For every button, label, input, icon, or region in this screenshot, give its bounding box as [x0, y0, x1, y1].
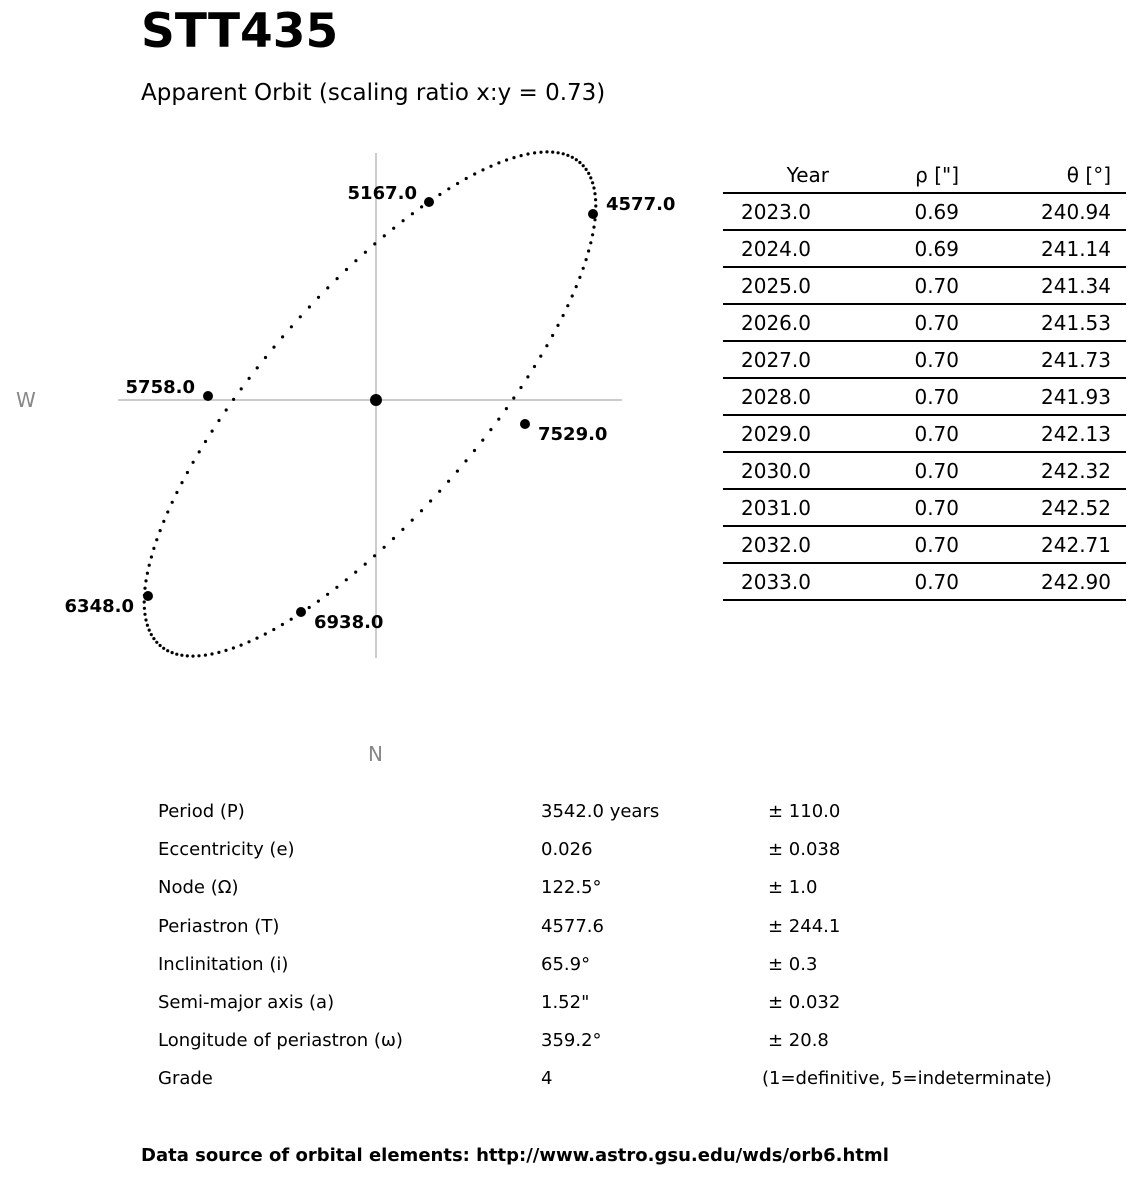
orbit-dot: [447, 187, 450, 190]
element-error: ± 0.3: [768, 954, 818, 975]
orbit-dot: [456, 182, 459, 185]
cell-rho: 0.70: [829, 526, 959, 563]
cell-theta: 240.94: [959, 193, 1126, 230]
orbit-dot: [166, 510, 169, 513]
orbit-dot: [456, 470, 459, 473]
epoch-marker: [424, 197, 434, 207]
orbit-dot: [373, 242, 376, 245]
orbit-dot: [562, 314, 565, 317]
orbit-dot: [197, 654, 200, 657]
element-error: ± 20.8: [768, 1030, 829, 1051]
orbit-dot: [143, 607, 146, 610]
orbit-dot: [589, 241, 592, 244]
cell-rho: 0.70: [829, 415, 959, 452]
orbit-dot: [539, 151, 542, 154]
orbit-dot: [146, 572, 149, 575]
table-row: [723, 304, 1126, 341]
orbit-dot: [308, 606, 311, 609]
orbit-dot: [464, 459, 467, 462]
element-value: 0.026: [541, 839, 593, 860]
orbit-dot: [401, 528, 404, 531]
orbit-dot: [578, 161, 581, 164]
epoch-marker: [143, 591, 153, 601]
orbit-dot: [166, 649, 169, 652]
orbit-dot: [326, 286, 329, 289]
orbit-dot: [420, 509, 423, 512]
element-value: 3542.0 years: [541, 801, 660, 822]
orbit-dot: [326, 593, 329, 596]
orbit-dot: [143, 613, 146, 616]
element-name: Longitude of periastron (ω): [158, 1030, 403, 1051]
orbit-dot: [308, 305, 311, 308]
orbit-plot: [0, 0, 700, 700]
orbit-dot: [211, 430, 214, 433]
orbit-dot: [155, 641, 158, 644]
cell-theta: 242.52: [959, 489, 1126, 526]
orbit-dot: [481, 439, 484, 442]
orbit-dot: [551, 151, 554, 154]
chart-subtitle: Apparent Orbit (scaling ratio x:y = 0.73): [141, 80, 606, 106]
epoch-marker: [296, 607, 306, 617]
cell-theta: 241.14: [959, 230, 1126, 267]
element-value: 4577.6: [541, 916, 604, 937]
epoch-label: 7529.0: [538, 424, 608, 445]
orbit-dot: [571, 156, 574, 159]
cell-year: 2028.0: [723, 378, 829, 415]
element-name: Node (Ω): [158, 877, 239, 898]
cell-theta: 241.34: [959, 267, 1126, 304]
table-row: [723, 526, 1126, 563]
orbit-dot: [545, 150, 548, 153]
orbit-dot: [240, 387, 243, 390]
orbit-dot: [281, 623, 284, 626]
element-name: Inclinitation (i): [158, 954, 289, 975]
orbit-dot: [180, 654, 183, 657]
orbit-dot: [512, 396, 515, 399]
orbit-dot: [587, 172, 590, 175]
orbit-dot: [198, 450, 201, 453]
cell-rho: 0.70: [829, 378, 959, 415]
orbit-dot: [533, 151, 536, 154]
epoch-label: 4577.0: [606, 194, 676, 215]
orbit-dot: [299, 315, 302, 318]
epoch-label: 5758.0: [125, 377, 195, 398]
orbit-dot: [210, 652, 213, 655]
orbit-dot: [473, 172, 476, 175]
orbit-dot: [592, 226, 595, 229]
orbit-dot: [481, 168, 484, 171]
epoch-marker: [203, 391, 213, 401]
orbit-dot: [217, 651, 220, 654]
orbit-dot: [152, 637, 155, 640]
orbit-dot: [585, 168, 588, 171]
orbit-dot: [575, 158, 578, 161]
orbit-dot: [465, 177, 468, 180]
orbit-dot: [545, 344, 548, 347]
orbit-dot: [566, 154, 569, 157]
orbit-dot: [143, 600, 146, 603]
orbit-dot: [497, 418, 500, 421]
orbit-dot: [335, 586, 338, 589]
cell-rho: 0.70: [829, 563, 959, 600]
cell-theta: 242.71: [959, 526, 1126, 563]
orbit-dot: [256, 366, 259, 369]
orbit-dot: [505, 407, 508, 410]
orbit-dot: [144, 579, 147, 582]
orbit-dot: [232, 398, 235, 401]
west-label: W: [16, 388, 36, 412]
orbit-dot: [520, 154, 523, 157]
orbit-dot: [383, 546, 386, 549]
orbit-dot: [290, 325, 293, 328]
orbit-dot: [512, 156, 515, 159]
orbit-dot: [429, 499, 432, 502]
cell-rho: 0.70: [829, 489, 959, 526]
orbit-dot: [354, 259, 357, 262]
orbit-dot: [438, 193, 441, 196]
orbit-dot: [392, 227, 395, 230]
orbit-dot: [497, 161, 500, 164]
orbit-dot: [557, 151, 560, 154]
orbit-dot: [402, 219, 405, 222]
orbit-dot: [364, 563, 367, 566]
orbit-dot: [505, 158, 508, 161]
cell-year: 2031.0: [723, 489, 829, 526]
table-row: [723, 452, 1126, 489]
orbit-dot: [585, 258, 588, 261]
element-name: Eccentricity (e): [158, 839, 295, 860]
orbit-dot: [593, 192, 596, 195]
element-error: ± 0.038: [768, 839, 841, 860]
table-row: [723, 415, 1126, 452]
epoch-marker: [588, 209, 598, 219]
orbit-dot: [571, 294, 574, 297]
orbit-dot: [148, 564, 151, 567]
orbit-dot: [281, 335, 284, 338]
orbit-dot: [264, 632, 267, 635]
orbit-dot: [192, 461, 195, 464]
element-name: Grade: [158, 1068, 213, 1089]
orbit-dot: [526, 152, 529, 155]
orbit-dot: [224, 649, 227, 652]
orbit-dot: [204, 654, 207, 657]
orbit-dot: [411, 519, 414, 522]
orbit-dot: [582, 267, 585, 270]
orbit-dot: [152, 547, 155, 550]
orbit-dot: [150, 555, 153, 558]
orbit-dot: [162, 520, 165, 523]
cell-year: 2024.0: [723, 230, 829, 267]
table-row: [723, 341, 1126, 378]
orbit-dot: [317, 296, 320, 299]
header-year: Year: [723, 157, 829, 193]
orbit-dot: [247, 640, 250, 643]
orbit-dot: [175, 653, 178, 656]
orbit-dot: [533, 365, 536, 368]
orbit-dot: [591, 233, 594, 236]
orbit-dot: [383, 234, 386, 237]
orbit-dot: [587, 249, 590, 252]
orbit-dot: [411, 212, 414, 215]
orbit-dot: [162, 647, 165, 650]
orbit-dot: [264, 356, 267, 359]
orbit-dot: [594, 198, 597, 201]
element-value: 65.9°: [541, 954, 591, 975]
element-error: (1=definitive, 5=indeterminate): [762, 1068, 1052, 1089]
cell-theta: 242.90: [959, 563, 1126, 600]
table-row: [723, 267, 1126, 304]
orbit-dot: [489, 428, 492, 431]
element-name: Semi-major axis (a): [158, 992, 335, 1013]
ephemeris-table: [723, 157, 1126, 601]
orbit-dot: [186, 654, 189, 657]
orbit-dot: [255, 637, 258, 640]
table-row: [723, 193, 1126, 230]
cell-year: 2032.0: [723, 526, 829, 563]
cell-rho: 0.69: [829, 230, 959, 267]
orbit-dot: [364, 251, 367, 254]
orbit-dot: [171, 501, 174, 504]
cell-rho: 0.70: [829, 267, 959, 304]
orbit-dot: [354, 571, 357, 574]
element-name: Period (P): [158, 801, 245, 822]
orbit-dot: [240, 644, 243, 647]
orbit-path: [143, 150, 598, 657]
orbit-dot: [155, 538, 158, 541]
orbit-dot: [589, 176, 592, 179]
header-rho: ρ ["]: [829, 157, 959, 193]
orbit-dot: [519, 386, 522, 389]
cell-rho: 0.70: [829, 341, 959, 378]
orbit-dot: [582, 164, 585, 167]
element-name: Periastron (T): [158, 916, 280, 937]
orbit-dot: [575, 285, 578, 288]
orbit-dot: [551, 334, 554, 337]
cell-rho: 0.70: [829, 452, 959, 489]
orbit-dot: [345, 578, 348, 581]
orbit-dot: [336, 277, 339, 280]
orbit-dot: [232, 646, 235, 649]
element-error: ± 110.0: [768, 801, 841, 822]
orbit-dot: [539, 355, 542, 358]
orbit-dot: [438, 490, 441, 493]
orbit-dot: [175, 491, 178, 494]
table-row: [723, 378, 1126, 415]
table-row: [723, 489, 1126, 526]
cell-theta: 241.53: [959, 304, 1126, 341]
orbit-dot: [392, 537, 395, 540]
orbit-dot: [591, 181, 594, 184]
element-value: 122.5°: [541, 877, 602, 898]
orbit-dot: [592, 186, 595, 189]
orbit-dot: [150, 633, 153, 636]
header-theta: θ [°]: [959, 157, 1126, 193]
cell-rho: 0.69: [829, 193, 959, 230]
cell-year: 2025.0: [723, 267, 829, 304]
orbit-dot: [526, 375, 529, 378]
orbit-dot: [594, 204, 597, 207]
orbit-dot: [225, 408, 228, 411]
chart-title: STT435: [141, 4, 339, 59]
orbit-dot: [272, 346, 275, 349]
orbit-dot: [562, 152, 565, 155]
epoch-label: 5167.0: [347, 183, 417, 204]
orbit-dot: [143, 587, 146, 590]
north-label: N: [368, 742, 383, 766]
orbit-dot: [204, 440, 207, 443]
orbit-dot: [556, 324, 559, 327]
cell-year: 2026.0: [723, 304, 829, 341]
orbit-dot: [373, 554, 376, 557]
cell-year: 2023.0: [723, 193, 829, 230]
cell-theta: 242.13: [959, 415, 1126, 452]
cell-theta: 241.73: [959, 341, 1126, 378]
orbit-dot: [159, 529, 162, 532]
orbit-dot: [217, 419, 220, 422]
element-value: 4: [541, 1068, 553, 1089]
epoch-markers: [65, 183, 676, 633]
element-error: ± 1.0: [768, 877, 818, 898]
orbit-dot: [146, 624, 149, 627]
table-row: [723, 230, 1126, 267]
orbit-dot: [566, 304, 569, 307]
orbit-dot: [144, 618, 147, 621]
element-error: ± 244.1: [768, 916, 841, 937]
orbit-dot: [248, 377, 251, 380]
element-error: ± 0.032: [768, 992, 841, 1013]
orbit-dot: [159, 644, 162, 647]
orbit-dot: [180, 481, 183, 484]
cell-rho: 0.70: [829, 304, 959, 341]
element-value: 359.2°: [541, 1030, 602, 1051]
element-value: 1.52": [541, 992, 590, 1013]
cell-year: 2030.0: [723, 452, 829, 489]
cell-year: 2027.0: [723, 341, 829, 378]
primary-star-marker: [370, 394, 382, 406]
orbit-dot: [489, 165, 492, 168]
orbit-dot: [148, 629, 151, 632]
orbit-dot: [473, 449, 476, 452]
orbit-dot: [447, 480, 450, 483]
cell-year: 2033.0: [723, 563, 829, 600]
epoch-label: 6938.0: [314, 612, 384, 633]
orbit-dot: [345, 268, 348, 271]
orbit-dot: [578, 276, 581, 279]
table-header-row: [723, 157, 1126, 193]
orbit-dot: [272, 628, 275, 631]
orbit-dot: [171, 651, 174, 654]
table-row: [723, 563, 1126, 600]
cell-year: 2029.0: [723, 415, 829, 452]
data-source-footer: Data source of orbital elements: http://www.astro.gsu.edu/wds/orb6.html: [141, 1145, 889, 1166]
orbit-dot: [186, 471, 189, 474]
orbit-dot: [317, 600, 320, 603]
epoch-label: 6348.0: [64, 596, 134, 617]
cell-theta: 242.32: [959, 452, 1126, 489]
orbit-dot: [290, 618, 293, 621]
orbit-dot: [191, 655, 194, 658]
orbit-dot: [420, 205, 423, 208]
cell-theta: 241.93: [959, 378, 1126, 415]
epoch-marker: [520, 419, 530, 429]
